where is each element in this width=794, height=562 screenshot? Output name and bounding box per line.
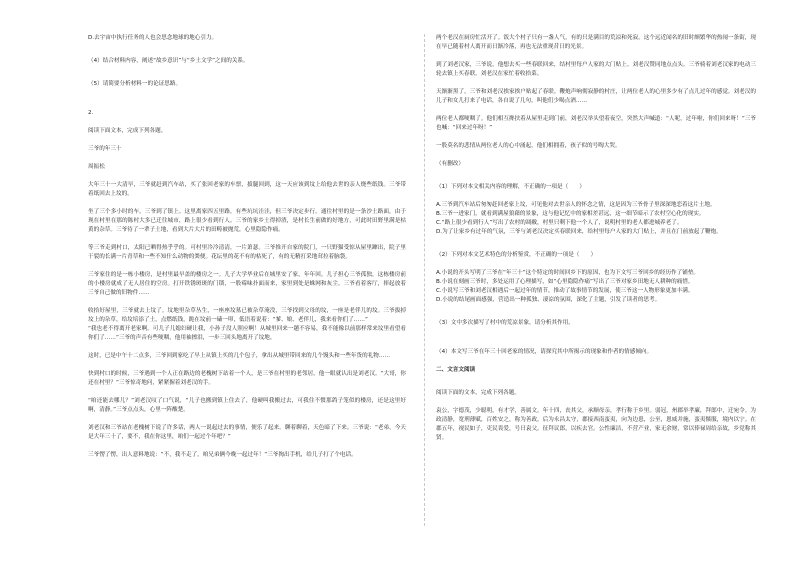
question-3: （3）文中多次描写了村中的荒凉景象，请分析其作用。 <box>436 320 574 326</box>
question-4: （4）本文写三爷在年三十回老家的情况，请探究其中所揭示的现象和作者的情感倾向。 <box>436 349 653 355</box>
question-5: （5）请简要分析材料一的论证思路。 <box>88 81 182 87</box>
section-number: 2. <box>88 110 94 116</box>
story-paragraph: 坐了三个多小时的车，三爷到了镇上。这里离家四五里路，有些坑坑洼洼，但三爷决定步行。通往村里的是一条沙土路面，由于现在村里在那的陈村大多已迁往城市，路上很少看到行人。三爷的家乡土得掉渣，是村长生前做的好地方，可此时田野里满是枯黄的杂草。三爷待了一辈子土地，看到大片大片的田畴被抛荒，心里隐隐作痛。 <box>88 209 406 233</box>
reading-instruction: 阅读下面的文本，完成下列各题。 <box>436 390 520 396</box>
story-paragraph: 两个老汉在厨房忙活开了。饭大个村子只有一盏人气，有的只是满目的荒凉和死寂。这个远近闻名的旧时颇繁华的热闹一条街，现在早已随着村人离开而日渐冷落，再也无法重现昔日的光景。 <box>436 35 756 50</box>
option-c: C.小说写三爷和刘老汉相遇后一起过年的情节，推动了故事情节的发展，使三爷这一人物形象更加丰满。 <box>436 288 694 294</box>
option-c: C.“路上很少看到行人”写出了农村的凋敝，村里只剩下他一个人了，说明村里的老人都进城养老了。 <box>436 220 683 226</box>
section-heading: 二、文言文阅读 <box>436 367 476 373</box>
story-paragraph: 收拾好屋里，三爷就去上坟了。坟地里杂草丛生，一座座坟墓已被杂草淹没，三爷找到父母的坟，一座是老伴儿的坟。三爷拔掉坟上的杂草，给坟培添了土，点燃纸钱，跪在坟前一磕一叩，低语着说着：“爹、娘、老伴儿，我来看你们了……” <box>88 308 406 323</box>
question-4: （4）结合材料内容，阐述“故乡意识”与“乡土文学”之间的关系。 <box>88 58 249 64</box>
story-paragraph: 刘老汉和三爷站在老槐树下说了许多话，两人一说起过去的事情，便乐了起来。聊着聊着，天色暗了下来。三爷说：“老弟，今天是大年三十了，要不，我在你这里，咱们一起过个年吧？” <box>88 425 406 440</box>
column-divider <box>424 34 425 526</box>
option-b: B.三爷一进家门，就看到满屋狼藉的景象，这与他记忆中的家相差甚远，这一细节暗示了农村空心化的现实。 <box>436 211 705 217</box>
story-paragraph: 大年三十一大清早，三爷就赶到汽车站，买了张回老家的车票，拔腿回到，这一天应该到坟上给他去世的亲人烧些纸钱。三爷带着纸回去上坟的。 <box>88 182 406 197</box>
option-d: D.为了让家乡有过年的气氛，三爷与刘老汉决定买春联回来，给村里每户人家的大门贴上，并且在门前放起了鞭炮。 <box>436 229 722 235</box>
story-paragraph: 等三爷走到村口，太阳已晒得热乎乎的。可村里冷冷清清，一片萧瑟。三爷推开自家的院门，一只野猫受惊从屋里蹿出，院子里干裂的长满一片青草和一些不知什么动物的粪便。花坛里的花不有的枯死了，有的无精打采地耷拉着脑袋。 <box>88 245 406 260</box>
story-paragraph: “咱还能去哪儿？”刘老汉叹了口气说，“儿子也搬到镇上住去了，他硬叫我搬过去，可我住不惯那鸽子笼似的楼房，还是这里好啊，清静。”三爷点点头，心里一阵酸楚。 <box>88 398 406 413</box>
classical-text: 袁公，字德茂，少聪明，有才学，善属文。年十四，丧其父，承顺母亲，孝行称于乡里。弱冠，州郡举孝廉，拜郎中，迁宛令。为政清静，宽刑薄赋，百姓安之，称为善政。后为永昌太守，郡接西南蛮夷，向为边患，公至，恩威并施，蛮夷慑服，境内以宁。在郡五年，视民如子，吏民畏爱，号曰袁父。征拜议郎，以疾去官。公性廉洁，不营产业，家无余财，常以俸禄周给亲故，乡党称其贤。 <box>436 408 756 441</box>
story-paragraph: 到了刘老汉家，三爷说，他想去买一些春联回来，结村里每户人家的大门贴上。刘老汉赞同地点点头。三爷骑着刘老汉家的电动三轮去镇上买春联，刘老汉在家忙着收拾菜。 <box>436 62 756 77</box>
story-paragraph: 这时，已是中午十二点多，三爷回到家吃了早上从镇上买的几个包子，拿出从城里带回来的几个馒头和一些年货的礼物…… <box>88 353 391 359</box>
option-a: A.三爷到汽车站后匆匆赶回老家上坟，可见他对去世亲人的怀念之情，这是因为三爷骨子里深深地恋着这片土地。 <box>436 202 716 208</box>
story-paragraph: 一股莫名的悲情从两位老人的心中涌起，他们相拥着，孩子似的号啕大哭。 <box>436 143 621 149</box>
story-author: 周振松 <box>88 164 105 170</box>
question-2: （2）下列对本文艺术特色的分析鉴赏，不正确的一项是（ ） <box>436 252 597 258</box>
story-paragraph: 天渐渐黑了，三爷和刘老汉挨家挨户贴起了春联。鞭炮声响彻寂静的村庄，让两位老人的心里多少有了点儿过年的感觉。刘老汉的儿子和女儿打来了电话，各自说了几句，叫他们少喝点酒…… <box>436 89 756 104</box>
option-b: B.小说在刻画三爷时，多处运用了心理描写，如“心里隐隐作痛”写出了三爷对家乡田地无人耕种的痛惜。 <box>436 279 694 285</box>
story-paragraph: 三爷家住的是一栋小楼房，是村里最早盖的楼房之一。儿子大学毕业后在城里安了家，年年回。儿子担心三爷孤独，这栋楼房前的小楼房就成了无人居住的空房。打开铁锈斑斑的门锁，一股霉味扑面而来，家里到处是蛛网和灰尘。三爷看着客厅，摔起放着三爷自己做的旧物件…… <box>88 272 406 296</box>
story-paragraph: “我也老不得离开老家啊。可儿子儿媳妇硬让我，小孙子没人照应啊！从城里回来一趟不容易，我不能像以前那样常来坟里看望看你们了……”三爷的声音有些哽咽，他用袖擦泪，一步三回头地离开了坟地。 <box>88 326 406 341</box>
question-1: （1）下列对本文相关内容的理解，不正确的一项是（ ） <box>436 184 585 190</box>
right-column <box>436 34 756 526</box>
option-d: D.去宇宙中执行任务的人也会思念地球的地心引力。 <box>88 35 218 41</box>
left-column <box>88 34 406 526</box>
option-d: D.小说的结尾画面感强，营造出一种孤独、凄凉的氛围，深化了主题，引发了读者的思考。 <box>436 297 661 303</box>
source-note: （有删改） <box>436 161 464 167</box>
reading-instruction: 阅读下面文本，完成下列各题。 <box>88 128 167 134</box>
story-paragraph: 快到村口的时候，三爷遇到一个人正在路边的老槐树下站着一个人，是三爷在村里的老邻居，他一眼就认出是刘老汉。“大哥，你还在村里？”三爷惊奇地问，紧紧握着刘老汉的手。 <box>88 371 406 386</box>
story-title: 三爷的年三十 <box>88 146 122 152</box>
story-paragraph: 两位老人都哽咽了。他们相互搀扶着从屋里走到门前，刘老汉举头望着夜空，突然大声喊道：“人呢，过年啦，你们回来呀！”三爷也喊：“回来过年呀！” <box>436 116 756 131</box>
story-paragraph: 三爷愣了愣，出人意料地说：“不，我不走了，咱兄弟俩今晚一起过年！”三爷掏出手机，给儿子打了个电话。 <box>88 452 357 458</box>
option-a: A.小说的开头写明了三爷在“年三十”这个特定的时间回乡下的原因，也为下文写三爷回乡的经历作了铺垫。 <box>436 270 700 276</box>
